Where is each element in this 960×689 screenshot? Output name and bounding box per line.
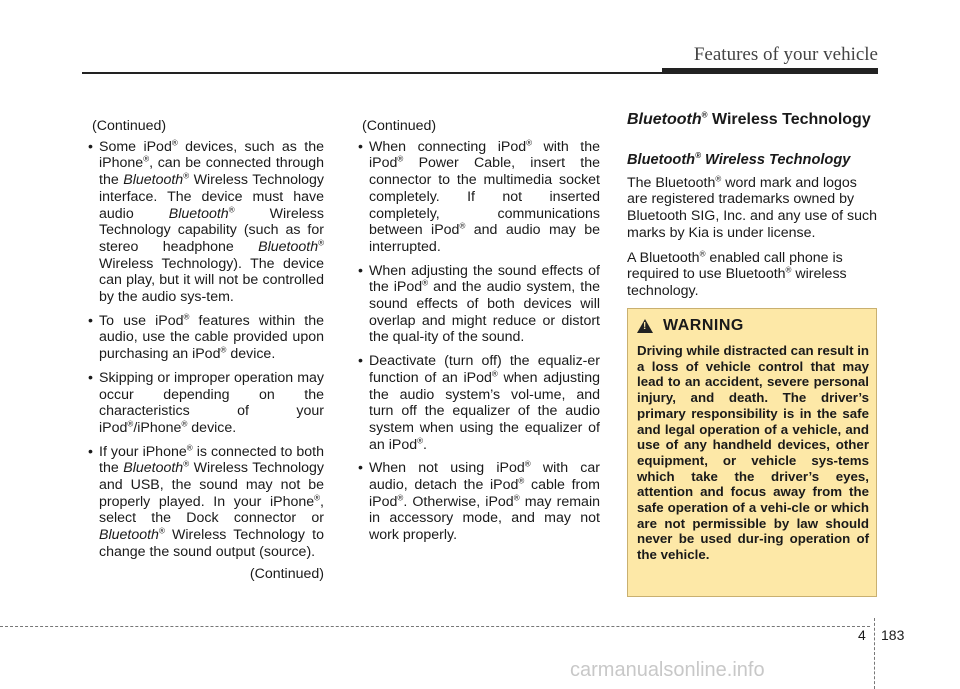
page-number: 183 <box>881 627 905 643</box>
continued-label-end: (Continued) <box>249 565 324 582</box>
footer-divider <box>874 618 875 689</box>
list-item: • If your iPhone® is connected to both the Bluetooth® Wireless Technology and USB, the sound may not be properly played. In your iPhone®, select the Dock connector or Bluetooth® Wireless Technology to change the sound output (source). <box>88 444 324 561</box>
header-rule <box>82 72 662 74</box>
header-bar <box>662 68 878 74</box>
warning-body: Driving while distracted can result in a loss of vehicle control that may lead to an accident, severe personal injury, and death. The driver’s primary responsibility is in the safe and legal operation of a vehicle, and use of any handheld devices, other equipment, or vehicle sys-tems which take the driver’s eyes, attention and focus away from the safe operation of a vehi-cle or which are not permissible by law should never be used dur-ing operation of the vehicle. <box>637 343 870 563</box>
page-header-title: Features of your vehicle <box>693 44 878 65</box>
warning-header <box>637 317 744 335</box>
list-item: • Skipping or improper operation may occur depending on the characteristics of your iPod®/iPhone® device. <box>88 370 324 437</box>
list-item: • Some iPod® devices, such as the iPhone®, can be connected through the Bluetooth® Wireless Technology interface. The device must have audio Bluetooth® Wireless Technology capability (such as for stereo headphone Bluetooth® Wireless Technology). The device can play, but it will not be controlled by the audio sys-tem. <box>88 139 324 306</box>
paragraph-requirement: A Bluetooth® enabled call phone is required to use Bluetooth® wireless technology. <box>627 248 847 299</box>
warning-triangle-icon: ! <box>637 319 653 333</box>
column-left <box>88 118 324 582</box>
section-title: Bluetooth® Wireless Technology <box>627 110 871 128</box>
watermark: carmanualsonline.info <box>570 659 765 681</box>
list-item: • When adjusting the sound effects of the iPod® and the audio system, the sound effects of both devices will overlap and might reduce or distort the qual-ity of the sound. <box>358 263 600 347</box>
column-middle <box>358 118 600 551</box>
chapter-number: 4 <box>858 627 866 643</box>
list-item: • Deactivate (turn off) the equaliz-er function of an iPod® when adjusting the audio system’s vol-ume, and turn off the equalizer of the audio system when using the equalizer of an iPod®. <box>358 353 600 453</box>
warning-title: WARNING <box>663 317 744 334</box>
list-item: • When not using iPod® with car audio, detach the iPod® cable from iPod®. Otherwise, iPod® may remain in accessory mode, and may not work properly. <box>358 460 600 544</box>
footer-rule <box>0 626 870 627</box>
column-right <box>627 110 878 308</box>
warning-box <box>627 308 877 597</box>
bullet-list <box>88 139 324 561</box>
continued-label: (Continued) <box>362 118 437 134</box>
bullet-list <box>358 139 600 544</box>
list-item: • When connecting iPod® with the iPod® Power Cable, insert the connector to the multimedia socket completely. If not inserted completely, communications between iPod® and audio may be interrupted. <box>358 139 600 256</box>
list-item: • To use iPod® features within the audio, use the cable provided upon purchasing an iPod® device. <box>88 313 324 363</box>
continued-label: (Continued) <box>92 118 167 134</box>
paragraph-trademark: The Bluetooth® word mark and logos are registered trademarks owned by Bluetooth SIG, Inc. and any use of such marks by Kia is under license. <box>627 173 878 241</box>
subsection-title: Bluetooth® Wireless Technology <box>627 151 851 168</box>
